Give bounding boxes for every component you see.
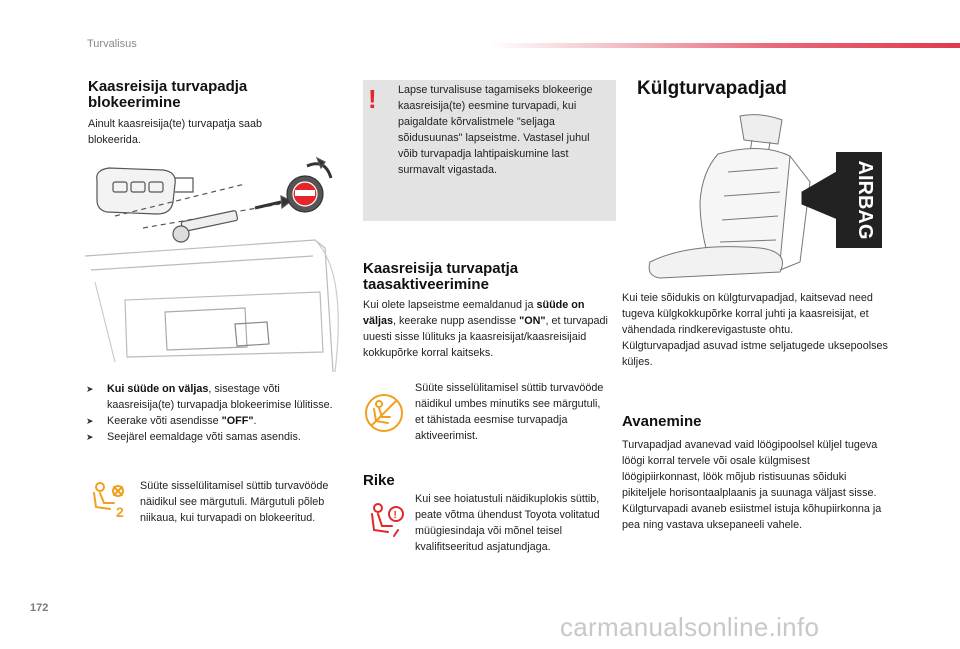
passenger-airbag-off-icon [88,479,130,519]
bullet-text: Seejärel eemaldage võti samas asendis. [107,431,301,443]
fault-title: Rike [363,472,395,489]
middle-p-prefix: Kui olete lapseistme eemaldanud ja [363,299,537,311]
middle-p-mid: , keerake nupp asendisse [393,315,520,327]
list-item [86,413,341,429]
bullet-marker: ➤ [86,432,94,442]
airbag-fault-icon [364,500,408,544]
middle-title-line2: taasaktiveerimine [363,276,489,293]
left-title [88,79,348,111]
watermark: carmanualsonline.info [560,612,820,642]
bullet-marker: ➤ [86,384,94,394]
svg-text:!: ! [393,510,397,521]
left-title-line1: Kaasreisija turvapadja [88,78,248,95]
bullet-prefix: Keerake võti asendisse [107,415,222,427]
right-paragraph-4: Külgturvapadi avaneb esiistmel istuja kõhupiirkonna ja pea ning vastava uksepaneeli vahele. [622,503,882,531]
middle-title-line1: Kaasreisija turvapatja [363,260,519,277]
header-divider [490,43,960,48]
page-number: 172 [30,602,49,614]
passenger-airbag-on-icon [364,393,404,433]
bullet-bold: Kui süüde on väljas [107,383,209,395]
right-paragraph-2: Külgturvapadjad asuvad istme seljatugede uksepoolses küljes. [622,340,888,368]
warning-text: Lapse turvalisuse tagamiseks blokeerige kaasreisija(te) eesmine turvapadi, kui paigaldate kõrvalistmele "seljaga sõidusuunas" lapseistme. Vastasel juhul võib turvapadja lahtipaiskumine last surmavalt vigastada. [398,84,593,176]
right-title: Külgturvapadjad [637,78,787,99]
middle-paragraph [363,297,611,361]
list-item [86,429,341,445]
right-paragraph-3: Turvapadjad avanevad vaid löögipoolsel küljel tugeva löögi korral tervele või osale külgmisest löögipiirkonnast, löök mõjub ristisuunas sõiduki pikiteljele horisontaalplaanis ja suunaga väljast sisse. [622,439,878,499]
list-item [86,381,341,413]
left-title-line2: blokeerimine [88,94,181,111]
right-text-block [622,290,890,370]
fault-note: Kui see hoiatustuli näidikuplokis süttib, peate võtma ühendust Toyota volitatud müügiesindaja või mõnel teisel kvalifitseeritud asjatundjaga. [415,493,600,553]
left-note: Süüte sisselülitamisel süttib turvavööde näidikul see märgutuli. Märgutuli põleb niikaua, kui turvapadi on blokeeritud. [140,480,329,524]
bullet-text: . [253,415,257,427]
right-paragraph-1: Kui teie sõidukis on külgturvapadjad, kaitsevad need tugeva külgkokkupõrke korral juhti ja kaasreisijat, et vähendada rindkerevigastuste ohtu. [622,292,873,336]
bullet-marker: ➤ [86,416,94,426]
right-text-block-2 [622,437,890,533]
middle-p-bold1: süüde on väljas [363,299,585,327]
middle-title [363,261,613,293]
middle-note: Süüte sisselülitamisel süttib turvavööde näidikul umbes minutiks see märgutuli, et tähistada eesmise turvapadja aktiveerimist. [415,382,604,442]
airbag-label: AIRBAG [854,160,876,240]
side-airbag-seat-illustration [640,112,890,282]
left-intro: Ainult kaasreisija(te) turvapatja saab blokeerida. [88,118,263,146]
left-bullet-list [86,381,341,445]
warning-icon: ! [368,84,377,114]
icon-badge: 2 [116,504,124,519]
middle-p-suffix: , et turvapadi uuesti sisse lülituks ja kaasreisijat/kaasreisijaid kokkupõrke korral kaitseks. [363,315,608,359]
right-subtitle: Avanemine [622,413,702,430]
middle-p-bold2: "ON" [519,315,546,327]
section-header: Turvalisus [87,38,137,50]
key-switch-illustration [85,152,350,377]
bullet-bold: "OFF" [221,415,254,427]
bullet-text: , sisestage võti kaasreisija(te) turvapadja blokeerimise lülitisse. [107,383,333,411]
